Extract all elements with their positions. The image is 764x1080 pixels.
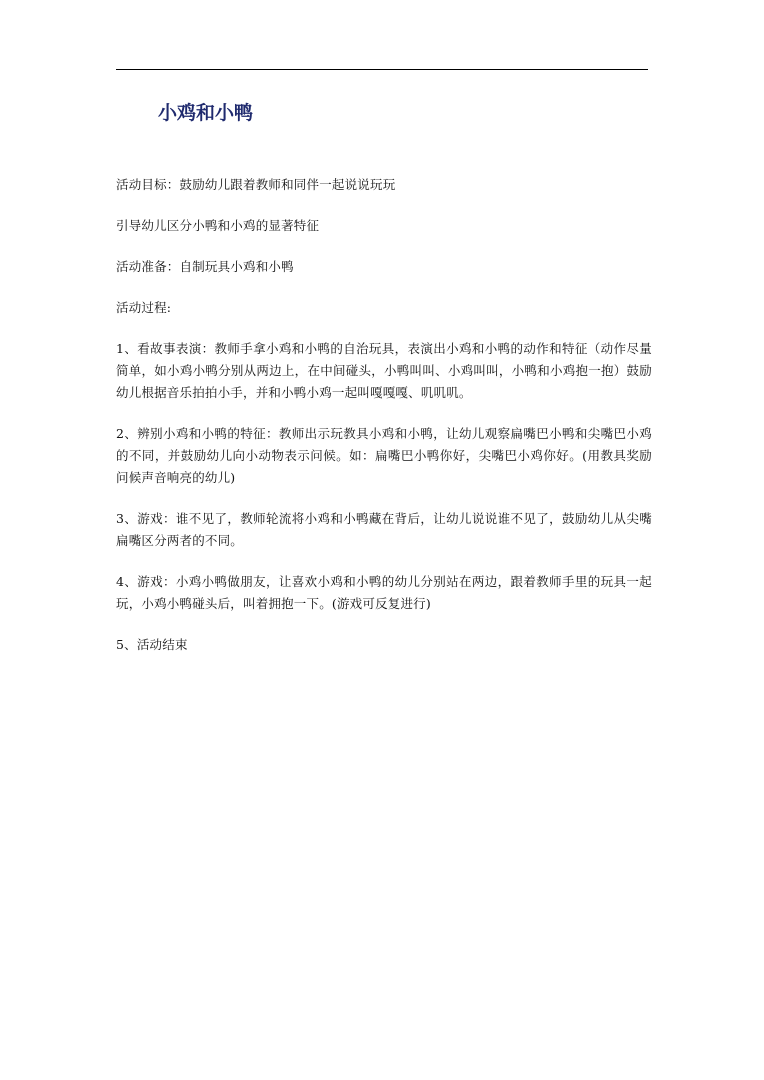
paragraph-step-5: 5、活动结束 [116,637,188,652]
paragraph-goal: 活动目标：鼓励幼儿跟着教师和同伴一起说说玩玩 [116,177,396,192]
document-body [116,174,652,675]
header-rule [116,69,648,70]
paragraph-step-2: 2、辨别小鸡和小鸭的特征：教师出示玩教具小鸡和小鸭，让幼儿观察扁嘴巴小鸭和尖嘴巴小鸡的不同，并鼓励幼儿向小动物表示问候。如：扁嘴巴小鸭你好，尖嘴巴小鸡你好。(用教具奖励问候声音响亮的幼儿) [116,426,652,485]
paragraph-step-1: 1、看故事表演：教师手拿小鸡和小鸭的自治玩具，表演出小鸡和小鸭的动作和特征（动作尽量简单，如小鸡小鸭分别从两边上，在中间碰头，小鸭叫叫、小鸡叫叫，小鸭和小鸡抱一抱）鼓励幼儿根据音乐拍拍小手，并和小鸭小鸡一起叫嘎嘎嘎、叽叽叽。 [116,341,652,400]
paragraph-guide: 引导幼儿区分小鸭和小鸡的显著特征 [116,218,320,233]
paragraph-process-heading: 活动过程: [116,300,172,315]
document-title: 小鸡和小鸭 [158,102,254,124]
paragraph-step-3: 3、游戏：谁不见了，教师轮流将小鸡和小鸭藏在背后，让幼儿说说谁不见了，鼓励幼儿从尖嘴扁嘴区分两者的不同。 [116,511,652,548]
paragraph-step-4: 4、游戏：小鸡小鸭做朋友，让喜欢小鸡和小鸭的幼儿分别站在两边，跟着教师手里的玩具一起玩，小鸡小鸭碰头后，叫着拥抱一下。(游戏可反复进行) [116,574,652,611]
paragraph-preparation: 活动准备：自制玩具小鸡和小鸭 [116,259,294,274]
